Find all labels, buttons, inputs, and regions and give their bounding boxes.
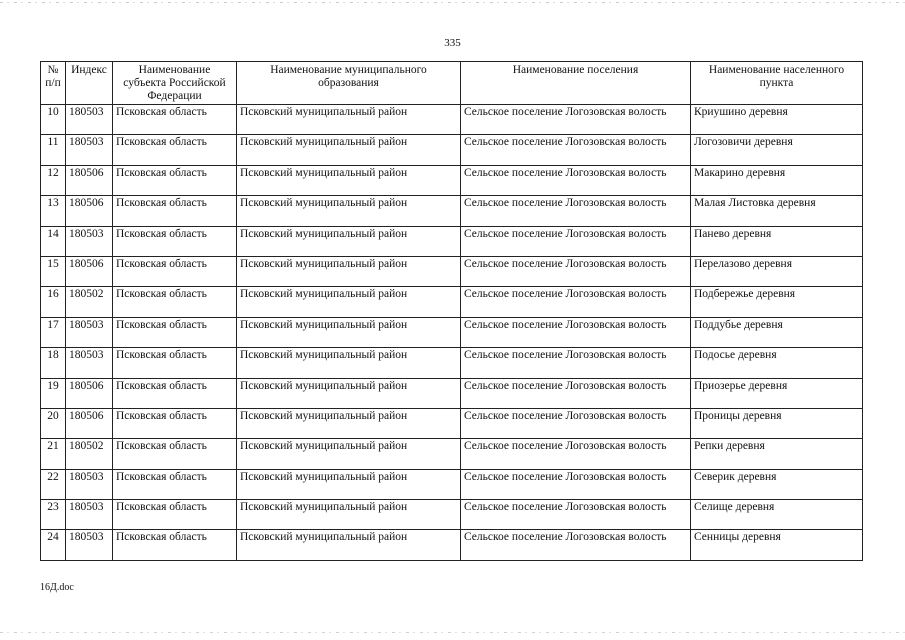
header-settlement: Наименование поселения bbox=[461, 62, 691, 105]
row-subject: Псковская область bbox=[113, 196, 237, 226]
row-municipality: Псковский муниципальный район bbox=[237, 439, 461, 469]
row-subject: Псковская область bbox=[113, 439, 237, 469]
table-body bbox=[41, 105, 863, 561]
row-index: 180503 bbox=[66, 135, 113, 165]
row-index: 180502 bbox=[66, 287, 113, 317]
row-settlement: Сельское поселение Логозовская волость bbox=[461, 500, 691, 530]
table-row bbox=[41, 408, 863, 438]
row-settlement: Сельское поселение Логозовская волость bbox=[461, 196, 691, 226]
row-subject: Псковская область bbox=[113, 135, 237, 165]
row-settlement: Сельское поселение Логозовская волость bbox=[461, 378, 691, 408]
row-locality: Репки деревня bbox=[691, 439, 863, 469]
row-index: 180503 bbox=[66, 500, 113, 530]
row-subject: Псковская область bbox=[113, 530, 237, 560]
row-municipality: Псковский муниципальный район bbox=[237, 256, 461, 286]
row-municipality: Псковский муниципальный район bbox=[237, 348, 461, 378]
row-index: 180503 bbox=[66, 348, 113, 378]
row-num: 12 bbox=[41, 165, 66, 195]
row-subject: Псковская область bbox=[113, 469, 237, 499]
row-index: 180502 bbox=[66, 439, 113, 469]
row-subject: Псковская область bbox=[113, 500, 237, 530]
table-row bbox=[41, 378, 863, 408]
row-num: 15 bbox=[41, 256, 66, 286]
table-row bbox=[41, 165, 863, 195]
row-locality: Логозовичи деревня bbox=[691, 135, 863, 165]
scan-bottom-edge bbox=[0, 632, 905, 633]
row-num: 23 bbox=[41, 500, 66, 530]
row-index: 180506 bbox=[66, 165, 113, 195]
header-municipality: Наименование муниципального образования bbox=[237, 62, 461, 105]
row-index: 180503 bbox=[66, 469, 113, 499]
row-municipality: Псковский муниципальный район bbox=[237, 530, 461, 560]
row-settlement: Сельское поселение Логозовская волость bbox=[461, 469, 691, 499]
row-municipality: Псковский муниципальный район bbox=[237, 378, 461, 408]
table-row bbox=[41, 105, 863, 135]
row-index: 180506 bbox=[66, 256, 113, 286]
row-num: 20 bbox=[41, 408, 66, 438]
table-row bbox=[41, 348, 863, 378]
row-municipality: Псковский муниципальный район bbox=[237, 226, 461, 256]
row-index: 180506 bbox=[66, 408, 113, 438]
row-subject: Псковская область bbox=[113, 378, 237, 408]
header-locality: Наименование населенного пункта bbox=[691, 62, 863, 105]
row-num: 21 bbox=[41, 439, 66, 469]
row-num: 14 bbox=[41, 226, 66, 256]
table-row bbox=[41, 135, 863, 165]
row-subject: Псковская область bbox=[113, 348, 237, 378]
row-locality: Панево деревня bbox=[691, 226, 863, 256]
table-header-row bbox=[41, 62, 863, 105]
row-index: 180506 bbox=[66, 378, 113, 408]
header-num: № п/п bbox=[41, 62, 66, 105]
row-municipality: Псковский муниципальный район bbox=[237, 287, 461, 317]
row-num: 11 bbox=[41, 135, 66, 165]
row-locality: Приозерье деревня bbox=[691, 378, 863, 408]
row-municipality: Псковский муниципальный район bbox=[237, 500, 461, 530]
settlements-table bbox=[40, 61, 863, 561]
row-locality: Сенницы деревня bbox=[691, 530, 863, 560]
row-municipality: Псковский муниципальный район bbox=[237, 469, 461, 499]
row-num: 19 bbox=[41, 378, 66, 408]
row-settlement: Сельское поселение Логозовская волость bbox=[461, 408, 691, 438]
row-index: 180503 bbox=[66, 530, 113, 560]
row-locality: Перелазово деревня bbox=[691, 256, 863, 286]
row-num: 22 bbox=[41, 469, 66, 499]
row-subject: Псковская область bbox=[113, 165, 237, 195]
row-municipality: Псковский муниципальный район bbox=[237, 105, 461, 135]
row-locality: Криушино деревня bbox=[691, 105, 863, 135]
row-num: 17 bbox=[41, 317, 66, 347]
document-filename: 16Д.doc bbox=[40, 582, 74, 593]
row-subject: Псковская область bbox=[113, 287, 237, 317]
table-row bbox=[41, 287, 863, 317]
table-row bbox=[41, 500, 863, 530]
page-number: 335 bbox=[444, 37, 461, 49]
row-municipality: Псковский муниципальный район bbox=[237, 317, 461, 347]
row-municipality: Псковский муниципальный район bbox=[237, 196, 461, 226]
row-locality: Поддубье деревня bbox=[691, 317, 863, 347]
row-locality: Селище деревня bbox=[691, 500, 863, 530]
table-row bbox=[41, 439, 863, 469]
row-subject: Псковская область bbox=[113, 105, 237, 135]
row-settlement: Сельское поселение Логозовская волость bbox=[461, 439, 691, 469]
row-num: 24 bbox=[41, 530, 66, 560]
table-row bbox=[41, 317, 863, 347]
row-subject: Псковская область bbox=[113, 226, 237, 256]
table-row bbox=[41, 226, 863, 256]
row-num: 13 bbox=[41, 196, 66, 226]
row-locality: Малая Листовка деревня bbox=[691, 196, 863, 226]
row-settlement: Сельское поселение Логозовская волость bbox=[461, 135, 691, 165]
row-settlement: Сельское поселение Логозовская волость bbox=[461, 348, 691, 378]
row-subject: Псковская область bbox=[113, 408, 237, 438]
row-municipality: Псковский муниципальный район bbox=[237, 408, 461, 438]
row-locality: Подбережье деревня bbox=[691, 287, 863, 317]
row-settlement: Сельское поселение Логозовская волость bbox=[461, 226, 691, 256]
table-row bbox=[41, 256, 863, 286]
scan-top-edge bbox=[0, 2, 905, 3]
row-municipality: Псковский муниципальный район bbox=[237, 165, 461, 195]
row-locality: Проницы деревня bbox=[691, 408, 863, 438]
row-settlement: Сельское поселение Логозовская волость bbox=[461, 317, 691, 347]
row-settlement: Сельское поселение Логозовская волость bbox=[461, 287, 691, 317]
table-row bbox=[41, 196, 863, 226]
row-index: 180503 bbox=[66, 226, 113, 256]
row-index: 180503 bbox=[66, 317, 113, 347]
row-settlement: Сельское поселение Логозовская волость bbox=[461, 256, 691, 286]
row-locality: Северик деревня bbox=[691, 469, 863, 499]
row-settlement: Сельское поселение Логозовская волость bbox=[461, 105, 691, 135]
row-subject: Псковская область bbox=[113, 256, 237, 286]
row-subject: Псковская область bbox=[113, 317, 237, 347]
row-num: 18 bbox=[41, 348, 66, 378]
row-index: 180503 bbox=[66, 105, 113, 135]
table-row bbox=[41, 530, 863, 560]
row-index: 180506 bbox=[66, 196, 113, 226]
row-settlement: Сельское поселение Логозовская волость bbox=[461, 165, 691, 195]
row-municipality: Псковский муниципальный район bbox=[237, 135, 461, 165]
header-index: Индекс bbox=[66, 62, 113, 105]
row-locality: Макарино деревня bbox=[691, 165, 863, 195]
row-locality: Подосье деревня bbox=[691, 348, 863, 378]
row-num: 16 bbox=[41, 287, 66, 317]
table-row bbox=[41, 469, 863, 499]
row-settlement: Сельское поселение Логозовская волость bbox=[461, 530, 691, 560]
row-num: 10 bbox=[41, 105, 66, 135]
header-subject: Наименование субъекта Российской Федерации bbox=[113, 62, 237, 105]
